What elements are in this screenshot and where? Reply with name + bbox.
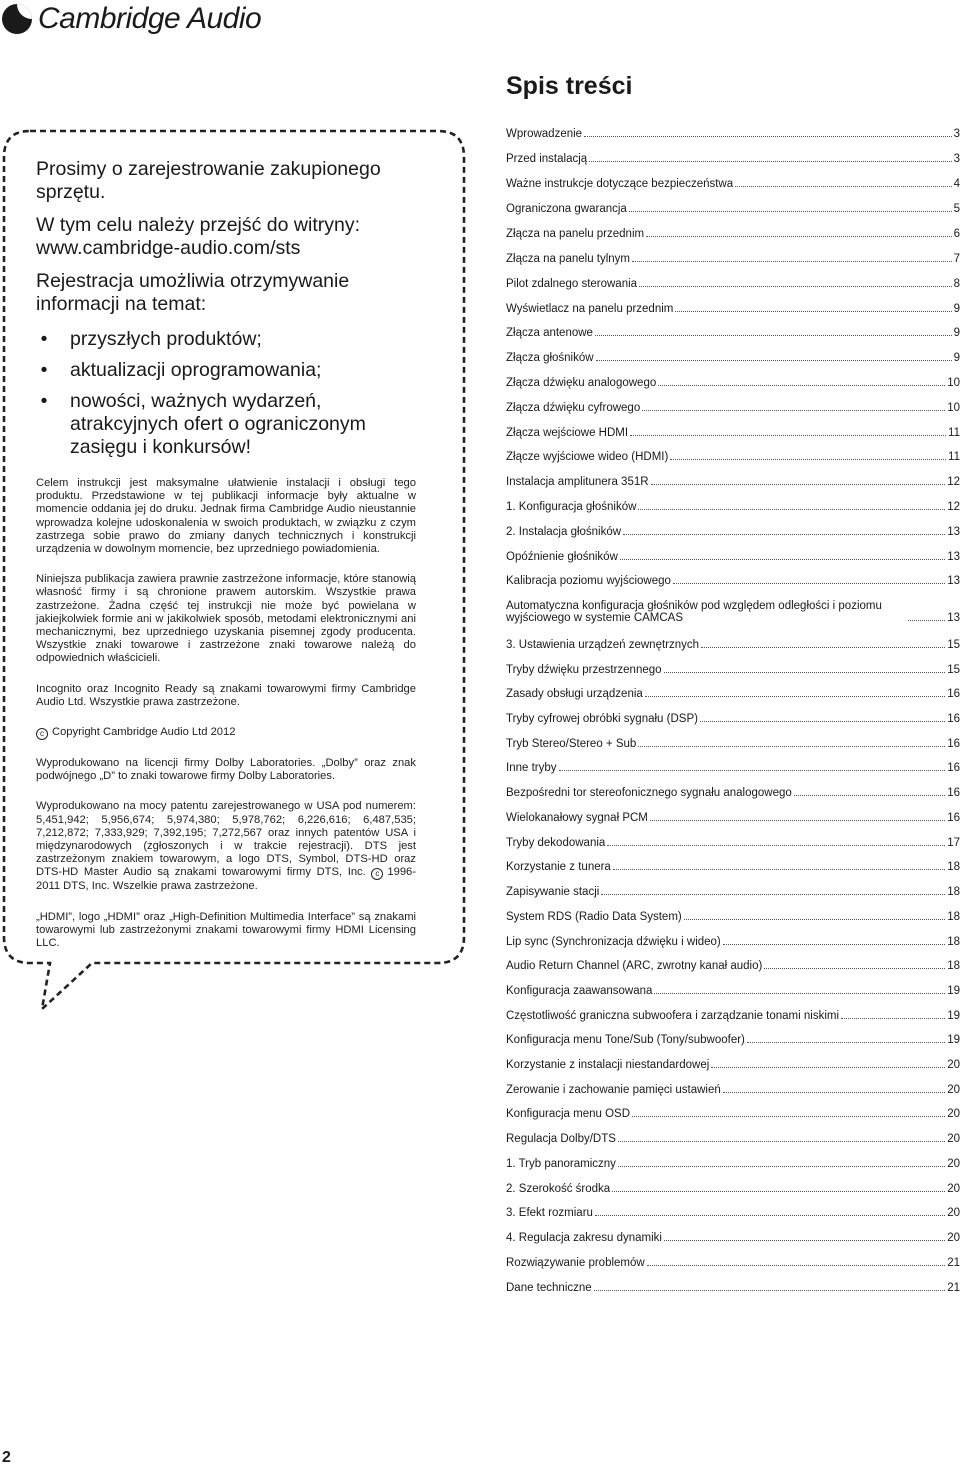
toc-entry-label: Złącze wyjściowe wideo (HDMI) [506,451,669,463]
toc-entry-label: 1. Konfiguracja głośników [506,501,637,513]
toc-entry[interactable] [506,812,960,824]
toc-leader-dots [664,1240,945,1241]
toc-entry-page: 11 [948,451,960,463]
toc-entry[interactable] [506,228,960,240]
toc-entry-label: Wielokanałowy sygnał PCM [506,812,648,824]
toc-leader-dots [723,944,945,945]
toc-leader-dots [618,1166,945,1167]
toc-entry-page: 18 [947,861,960,873]
toc-leader-dots [673,583,945,584]
toc-entry-page: 9 [953,327,960,339]
toc-leader-dots [670,459,946,460]
toc-entry[interactable] [506,427,960,439]
toc-entry[interactable] [506,501,960,513]
toc-entry[interactable] [506,1158,960,1170]
toc-entry-page: 19 [947,1010,960,1022]
toc-entry-label: Zerowanie i zachowanie pamięci ustawień [506,1084,721,1096]
brand-name: Cambridge Audio [38,2,262,35]
toc-entry[interactable] [506,1207,960,1219]
toc-entry[interactable] [506,1183,960,1195]
toc-entry[interactable] [506,664,960,676]
toc-entry-label: Tryby cyfrowej obróbki sygnału (DSP) [506,713,698,725]
toc-entry[interactable] [506,253,960,265]
dolby-trademark: Wyprodukowano na licencji firmy Dolby Laboratories. „Dolby” oraz znak podwójnego „D” to znaki towarowe firmy Dolby Laboratories. [36,757,416,783]
toc-entry-page: 5 [953,203,960,215]
toc-entry-label: Tryby dźwięku przestrzennego [506,664,662,676]
toc-entry-label: Bezpośredni tor stereofonicznego sygnału analogowego [506,787,792,799]
copyright-line: c Copyright Cambridge Audio Ltd 2012 [36,726,416,740]
toc-entry[interactable] [506,128,960,140]
toc-entry-page: 11 [948,427,960,439]
toc-entry[interactable] [506,762,960,774]
toc-entry-page: 3 [953,153,960,165]
toc-entry[interactable] [506,861,960,873]
toc-entry-label: Rozwiązywanie problemów [506,1257,645,1269]
toc-leader-dots [638,509,945,510]
toc-leader-dots [651,484,946,485]
list-item: • nowości, ważnych wydarzeń, atrakcyjnych ofert o ograniczonym zasięgu i konkursów! [36,390,416,459]
toc-entry-page: 16 [947,713,960,725]
toc-entry-label: Korzystanie z tunera [506,861,611,873]
toc-entry-label: Tryb Stereo/Stereo + Sub [506,738,637,750]
toc-leader-dots [747,1042,945,1043]
toc-entry-label: Instalacja amplitunera 351R [506,476,649,488]
page-number: 2 [2,1449,11,1466]
toc-entry-page: 20 [947,1084,960,1096]
toc-entry[interactable] [506,526,960,538]
toc-leader-dots [589,161,951,162]
toc-entry[interactable] [506,688,960,700]
toc-entry-page: 7 [953,253,960,265]
toc-entry-page: 13 [947,526,960,538]
toc-entry[interactable] [506,1232,960,1244]
toc-leader-dots [646,236,952,237]
toc-leader-dots [684,919,945,920]
toc-entry-page: 16 [947,787,960,799]
brand-logo [2,2,261,36]
copyright-icon: c [36,728,48,740]
toc-entry[interactable] [506,600,960,624]
toc-leader-dots [723,1092,945,1093]
toc-leader-dots [841,1018,945,1019]
toc-leader-dots [654,993,945,994]
toc-entry-label: Wprowadzenie [506,128,583,140]
registration-benefits-intro: Rejestracja umożliwia otrzymywanie informacji na temat: [36,270,350,315]
toc-entry[interactable] [506,1257,960,1269]
toc-entry[interactable] [506,476,960,488]
toc-entry-page: 16 [947,812,960,824]
toc-entry-page: 13 [947,575,960,587]
toc-entry-label: Złącza wejściowe HDMI [506,427,629,439]
toc-leader-dots [638,746,945,747]
toc-leader-dots [645,696,945,697]
toc-leader-dots [629,211,952,212]
toc-entry-label: Automatyczna konfiguracja głośników pod względem odległości i poziomu wyjściowego w systemie CAMCAS [506,600,882,624]
toc-leader-dots [701,647,945,648]
toc-entry-page: 4 [953,178,960,190]
list-item: • przyszłych produktów; [36,328,416,351]
toc-entry[interactable] [506,837,960,849]
benefits-list [36,328,416,459]
toc-entry-label: Zasady obsługi urządzenia [506,688,643,700]
toc-leader-dots [623,534,945,535]
toc-leader-dots [607,845,945,846]
toc-entry-page: 19 [947,985,960,997]
toc-entry-page: 21 [947,1282,960,1294]
toc-entry-page: 9 [953,303,960,315]
toc-entry[interactable] [506,377,960,389]
toc-entry-page: 20 [947,1207,960,1219]
toc-entry-page: 10 [947,377,960,389]
toc-entry-page: 12 [947,476,960,488]
toc-entry-page: 18 [947,936,960,948]
toc-entry-label: Częstotliwość graniczna subwoofera i zarządzanie tonami niskimi [506,1010,840,1022]
toc-leader-dots [658,385,945,386]
toc-entry[interactable] [506,402,960,414]
incognito-trademark: Incognito oraz Incognito Ready są znakami towarowymi firmy Cambridge Audio Ltd. Wszystkie prawa zastrzeżone. [36,682,416,708]
toc-entry[interactable] [506,203,960,215]
toc-title: Spis treści [506,72,633,100]
toc-entry[interactable] [506,1108,960,1120]
toc-leader-dots [664,672,946,673]
toc-leader-dots [613,869,945,870]
toc-entry-page: 16 [947,738,960,750]
toc-entry[interactable] [506,787,960,799]
dts-patent-notice: Wyprodukowano na mocy patentu zarejestrowanego w USA pod numerem: 5,451,942; 5,956,674; 5,974,380; 5,978,762; 6,226,616; 6,487,535; 7,212,872; 7,333,929; 7,392,195; 7,272,567 oraz innych patentów USA i międzynarodowych (zgłoszonych i w trakcie rejestracji). DTS jest zastrzeżonym znakiem towarowym, a logo DTS, Symbol, DTS-HD oraz DTS-HD Master Audio są znakami towarowymi firmy DTS, Inc. c 1996-2011 DTS, Inc. Wszelkie prawa zastrzeżone. [36,800,417,893]
bullet-icon: • [40,390,48,412]
toc-entry[interactable] [506,713,960,725]
toc-entry-label: Wyświetlacz na panelu przednim [506,303,674,315]
registration-callout [0,125,468,1015]
toc-entry[interactable] [506,886,960,898]
toc-entry-page: 20 [947,1158,960,1170]
toc-entry[interactable] [506,985,960,997]
toc-leader-dots [584,136,952,137]
toc-entry-label: Złącza antenowe [506,327,593,339]
toc-entry-page: 20 [947,1108,960,1120]
toc-entry[interactable] [506,936,960,948]
toc-leader-dots [595,335,952,336]
toc-entry-label: Złącza głośników [506,352,594,364]
toc-leader-dots [700,721,945,722]
toc-leader-dots [675,311,951,312]
toc-entry-label: Ważne instrukcje dotyczące bezpieczeństwa [506,178,734,190]
toc-entry-label: Złącza dźwięku cyfrowego [506,402,641,414]
toc-entry-label: Ograniczona gwarancja [506,203,627,215]
toc-entry-page: 3 [953,128,960,140]
logo-mark-icon [2,4,32,34]
toc-entry-page: 20 [947,1232,960,1244]
toc-entry-label: System RDS (Radio Data System) [506,911,682,923]
toc-entry-label: Inne tryby [506,762,557,774]
toc-entry-label: 3. Ustawienia urządzeń zewnętrznych [506,639,700,651]
toc-entry-label: Konfiguracja zaawansowana [506,985,653,997]
toc-entry[interactable] [506,1034,960,1046]
toc-entry-label: Dane techniczne [506,1282,592,1294]
toc-entry-page: 18 [947,886,960,898]
toc-entry[interactable] [506,738,960,750]
bullet-icon: • [40,328,48,350]
toc-leader-dots [642,410,945,411]
toc-entry[interactable] [506,327,960,339]
toc-leader-dots [650,820,945,821]
toc-entry-page: 8 [953,278,960,290]
website-instruction: W tym celu należy przejść do witryny: [36,214,361,236]
toc-entry-page: 10 [947,402,960,414]
manual-disclaimer: Celem instrukcji jest maksymalne ułatwienie instalacji i obsługi tego produktu. Przedstawione w tej publikacji informacje były aktualne w momencie oddania jej do druku. Jednak firma Cambridge Audio nieustannie wprowadza kolejne udoskonalenia w swoich produktach, w związku z czym zastrzega sobie prawo do zmiany danych technicznych i konstrukcji urządzenia w dowolnym momencie, bez uprzedniego powiadomienia. [36,477,416,556]
toc-entry-label: 2. Szerokość środka [506,1183,611,1195]
toc-entry-label: Złącza dźwięku analogowego [506,377,657,389]
copyright-icon: c [371,868,383,880]
toc-entry-label: 3. Efekt rozmiaru [506,1207,593,1219]
toc-entry[interactable] [506,551,960,563]
callout-content [36,158,416,962]
toc-entry-page: 16 [947,762,960,774]
toc-leader-dots [711,1067,945,1068]
website-url[interactable]: www.cambridge-audio.com/sts [36,237,301,259]
toc-leader-dots [594,1290,946,1291]
toc-leader-dots [735,186,951,187]
toc-entry-label: Lip sync (Synchronizacja dźwięku i wideo) [506,936,721,948]
toc-entry-page: 18 [947,960,960,972]
toc-entry-label: 4. Regulacja zakresu dynamiki [506,1232,662,1244]
toc-entry-label: Korzystanie z instalacji niestandardowej [506,1059,710,1071]
toc-leader-dots [612,1191,945,1192]
toc-leader-dots [601,894,945,895]
toc-entry[interactable] [506,153,960,165]
toc-entry[interactable] [506,1010,960,1022]
toc-entry-label: Złącza na panelu przednim [506,228,645,240]
toc-entry-label: Zapisywanie stacji [506,886,600,898]
toc-entry[interactable] [506,303,960,315]
toc-entry-label: Przed instalacją [506,153,588,165]
toc-entry-page: 13 [947,612,960,624]
toc-entry-label: Pilot zdalnego sterowania [506,278,638,290]
toc-entry-label: 2. Instalacja głośników [506,526,622,538]
toc-entry-page: 16 [947,688,960,700]
list-item: • aktualizacji oprogramowania; [36,359,416,382]
toc-leader-dots [908,620,945,621]
toc-leader-dots [632,261,952,262]
hdmi-trademark: „HDMI”, logo „HDMI” oraz „High-Definition Multimedia Interface” są znakami towarowymi lub zastrzeżonymi znakami towarowymi firmy HDMI Licensing LLC. [36,910,416,950]
toc-entry-label: Opóźnienie głośników [506,551,618,563]
toc-entry-label: Złącza na panelu tylnym [506,253,631,265]
toc-entry-page: 15 [947,664,960,676]
toc-entry-label: Kalibracja poziomu wyjściowego [506,575,671,587]
toc-entry-label: 1. Tryb panoramiczny [506,1158,616,1170]
toc-leader-dots [639,286,952,287]
toc-entry-label: Konfiguracja menu Tone/Sub (Tony/subwoofer) [506,1034,745,1046]
toc-entry[interactable] [506,352,960,364]
toc-entry[interactable] [506,1059,960,1071]
toc-entry-label: Tryby dekodowania [506,837,606,849]
toc-leader-dots [618,1141,945,1142]
toc-entry-page: 9 [953,352,960,364]
toc-leader-dots [620,559,945,560]
toc-entry[interactable] [506,1084,960,1096]
toc-entry[interactable] [506,911,960,923]
toc-entry[interactable] [506,1133,960,1145]
toc-entry-page: 21 [947,1257,960,1269]
toc-entry-page: 18 [947,911,960,923]
toc-entry-page: 12 [947,501,960,513]
toc-entry-label: Audio Return Channel (ARC, zwrotny kanał audio) [506,960,763,972]
toc-entry-label: Konfiguracja menu OSD [506,1108,631,1120]
toc-entry[interactable] [506,451,960,463]
toc-leader-dots [630,435,946,436]
toc-entry-page: 20 [947,1183,960,1195]
toc-entry-page: 20 [947,1133,960,1145]
toc-entry-page: 19 [947,1034,960,1046]
toc-entry[interactable] [506,178,960,190]
toc-entry-page: 13 [947,551,960,563]
toc-entry-page: 20 [947,1059,960,1071]
bullet-icon: • [40,359,48,381]
toc-leader-dots [764,968,945,969]
toc-entry-page: 6 [953,228,960,240]
toc-leader-dots [595,1215,945,1216]
toc-leader-dots [794,795,945,796]
toc-entry[interactable] [506,639,960,651]
toc-leader-dots [596,360,952,361]
toc-entry-page: 17 [947,837,960,849]
toc-entry[interactable] [506,575,960,587]
register-heading: Prosimy o zarejestrowanie zakupionego sprzętu. [36,158,381,203]
toc-entry[interactable] [506,278,960,290]
toc-entry-label: Regulacja Dolby/DTS [506,1133,616,1145]
toc-leader-dots [632,1116,945,1117]
toc-entry[interactable] [506,1282,960,1294]
toc-entry[interactable] [506,960,960,972]
copyright-notice: Niniejsza publikacja zawiera prawnie zastrzeżone informacje, które stanowią własność firmy i są chronione prawem autorskim. Wszystkie prawa zastrzeżone. Żadna część tej instrukcji nie może być powielana w jakiejkolwiek formie ani w jakikolwiek sposób, metodami elektronicznymi ani mechanicznymi, bez uprzedniego uzyskania pisemnej zgody producenta. Wszystkie znaki towarowe i zastrzeżone znaki towarowe należą do odpowiednich właścicieli. [36,573,416,665]
toc-entry-page: 15 [947,639,960,651]
toc-leader-dots [559,770,946,771]
toc-leader-dots [647,1265,946,1266]
